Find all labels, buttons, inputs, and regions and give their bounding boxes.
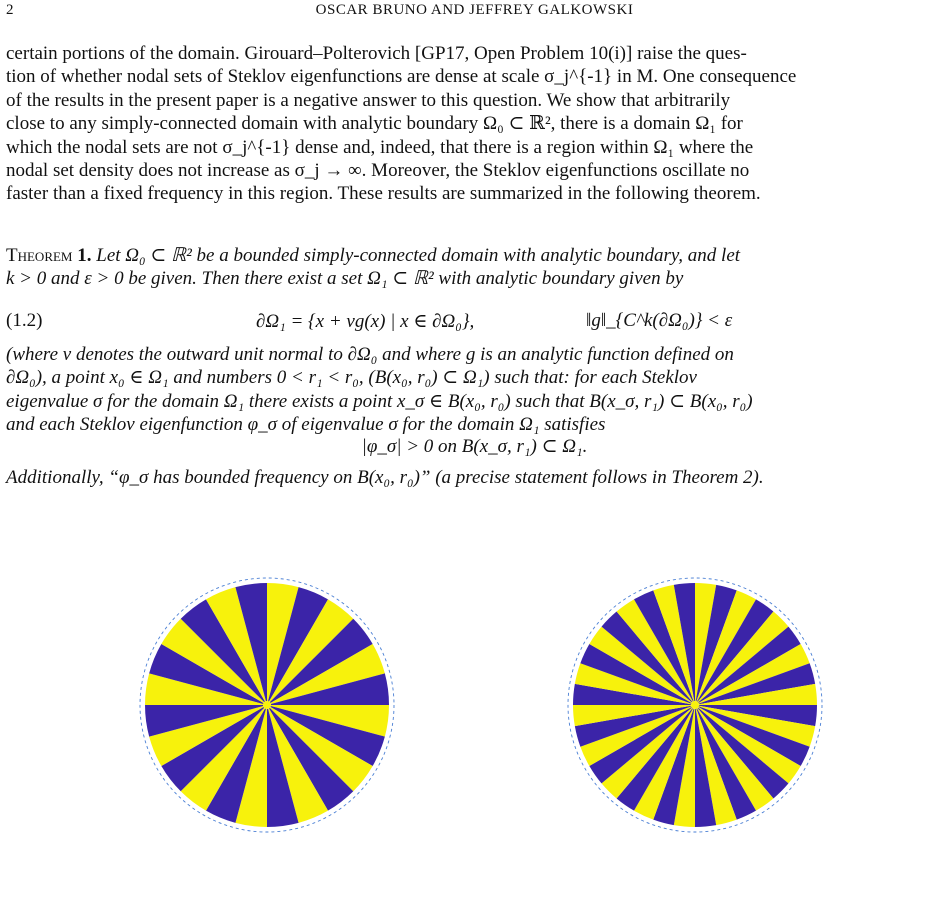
paragraph-line: faster than a fixed frequency in this region. These results are summarized in the following theorem. bbox=[6, 183, 761, 205]
paragraph-line: tion of whether nodal sets of Steklov eigenfunctions are dense at scale σ_j^{-1} in M. One consequence bbox=[6, 66, 797, 88]
running-title: OSCAR BRUNO AND JEFFREY GALKOWSKI bbox=[315, 2, 634, 18]
paragraph-line: certain portions of the domain. Girouard–Polterovich [GP17, Open Problem 10(i)] raise the ques- bbox=[6, 43, 747, 64]
theorem-additional: Additionally, “φ_σ has bounded frequency on B(x₀, r₀)” (a precise statement follows in Theorem 2). bbox=[6, 467, 764, 488]
equation-lhs: ∂Ω₁ = {x + νg(x) | x ∈ ∂Ω₀}, bbox=[256, 311, 475, 332]
center-point bbox=[691, 701, 699, 709]
theorem-text: k > 0 and ε > 0 be given. Then there exist a set Ω₁ ⊂ ℝ² with analytic boundary given by bbox=[6, 268, 684, 290]
center-point bbox=[263, 701, 271, 709]
display-equation: |φ_σ| > 0 on B(x_σ, r₁) ⊂ Ω₁. bbox=[361, 436, 588, 457]
paragraph-line: nodal set density does not increase as σ_j → ∞. Moreover, the Steklov eigenfunctions oscillate no bbox=[6, 160, 750, 182]
theorem-heading: Theorem bbox=[6, 245, 73, 266]
theorem-statement bbox=[6, 244, 940, 291]
page-number: 2 bbox=[6, 2, 14, 18]
theorem-text: and each Steklov eigenfunction φ_σ of eigenvalue σ for the domain Ω₁ satisfies bbox=[6, 414, 606, 436]
sector-group bbox=[573, 583, 817, 827]
sector-group bbox=[145, 583, 389, 827]
equation-rhs: ‖g‖_{C^k(∂Ω₀)} < ε bbox=[586, 310, 733, 331]
intro-paragraph bbox=[6, 42, 940, 206]
theorem-text: Let Ω₀ ⊂ ℝ² be a bounded simply-connected domain with analytic boundary, and let bbox=[96, 245, 741, 266]
figure-right-eigenfunction bbox=[565, 575, 825, 835]
theorem-text: eigenvalue σ for the domain Ω₁ there exists a point x_σ ∈ B(x₀, r₀) such that B(x_σ, r₁) ⊂ B(x₀, r₀) bbox=[6, 390, 753, 412]
equation-label: (1.2) bbox=[6, 310, 43, 331]
theorem-line-1 bbox=[6, 244, 940, 267]
paragraph-line: of the results in the present paper is a negative answer to this question. We show that arbitrarily bbox=[6, 89, 731, 111]
theorem-text: ∂Ω₀), a point x₀ ∈ Ω₁ and numbers 0 < r₁ < r₀, (B(x₀, r₀) ⊂ Ω₁) such that: for each Steklov bbox=[6, 367, 697, 389]
paragraph-line: which the nodal sets are not σ_j^{-1} dense and, indeed, that there is a region within Ω₁ where the bbox=[6, 136, 754, 158]
theorem-continuation bbox=[6, 343, 940, 437]
figure-left-eigenfunction bbox=[137, 575, 397, 835]
paragraph-line: close to any simply-connected domain with analytic boundary Ω₀ ⊂ ℝ², there is a domain Ω₁ for bbox=[6, 113, 743, 135]
theorem-number: 1. bbox=[77, 245, 92, 266]
theorem-text: (where ν denotes the outward unit normal to ∂Ω₀ and where g is an analytic function defined on bbox=[6, 344, 734, 365]
equation-1-2 bbox=[6, 310, 940, 336]
page-header bbox=[0, 0, 949, 24]
